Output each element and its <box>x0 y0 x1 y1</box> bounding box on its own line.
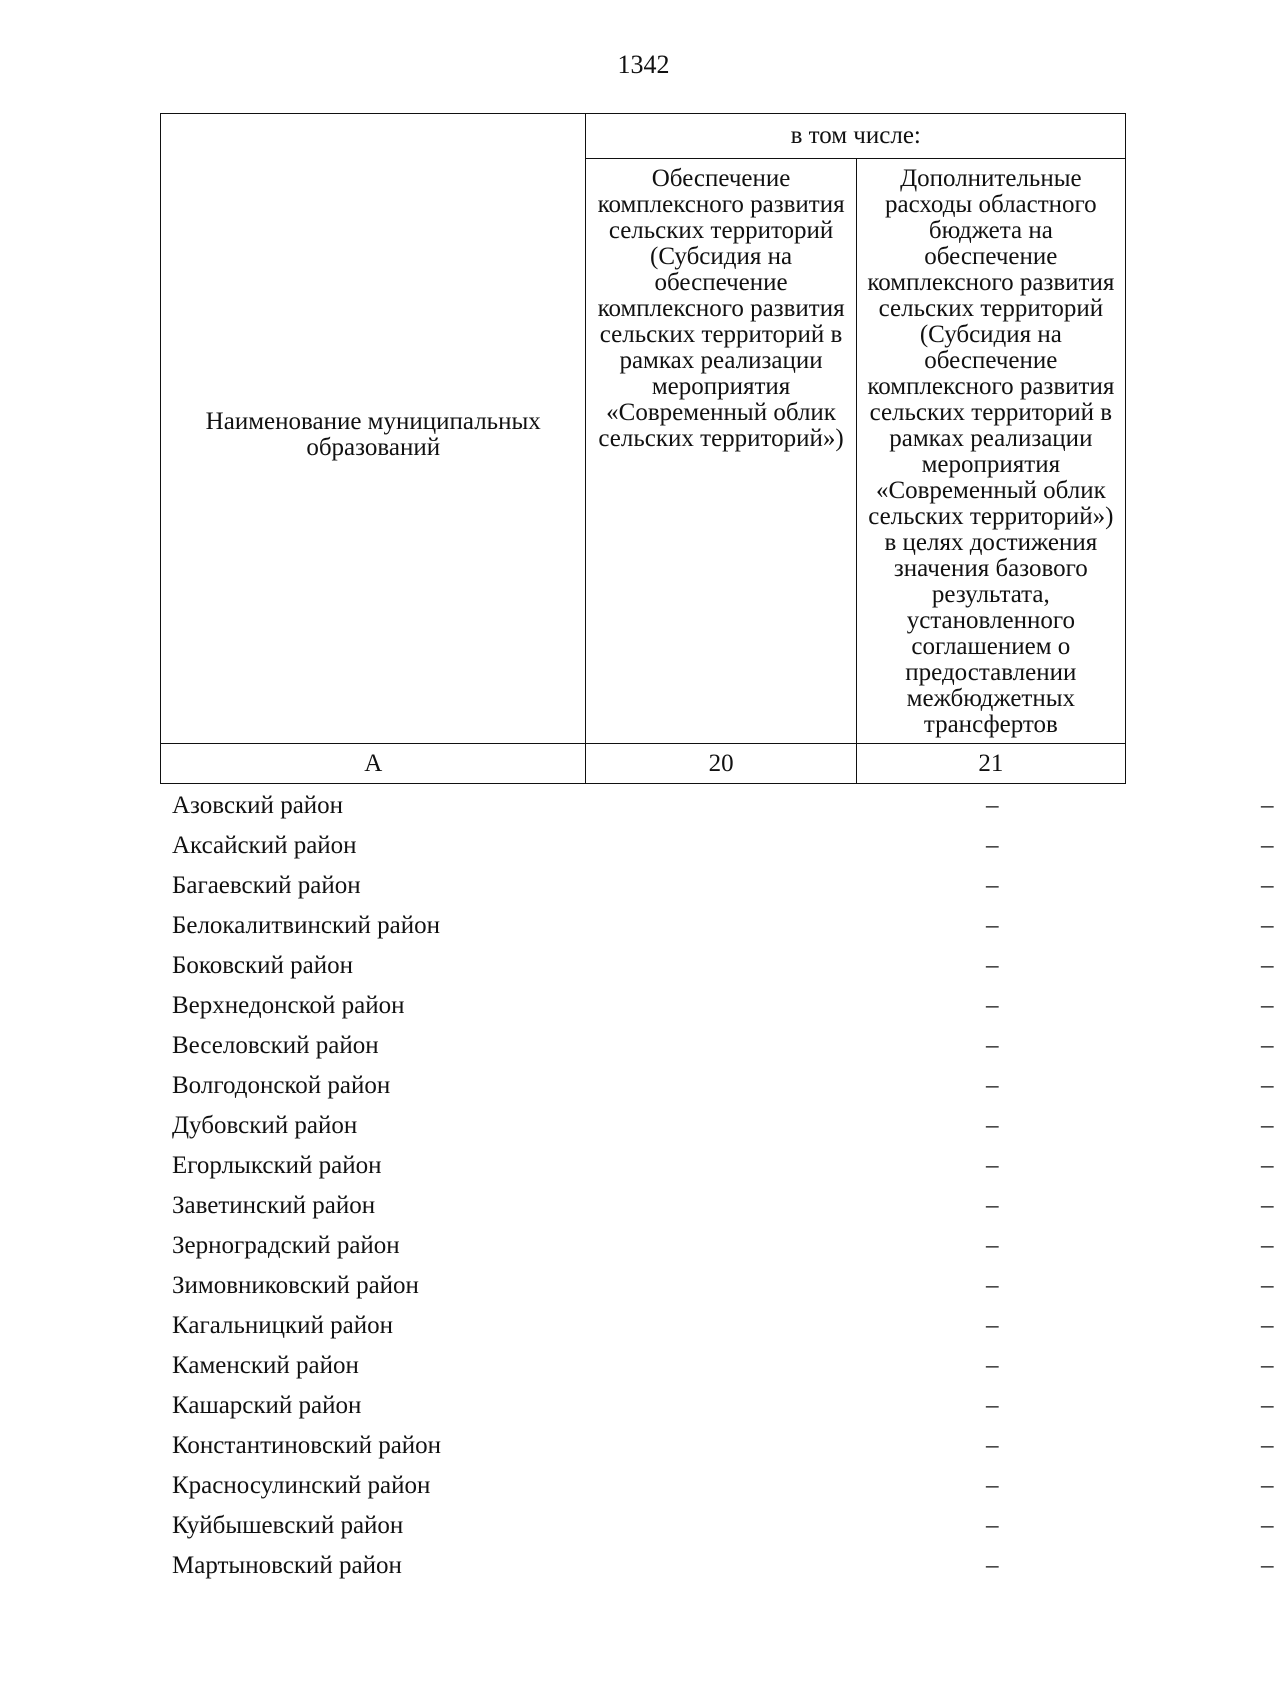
table-row <box>160 786 1274 826</box>
header-col-a-number: А <box>161 744 586 784</box>
municipality-name: Егорлыкский район <box>172 1152 382 1179</box>
header-col21-description: Дополнительные расходы областного бюджета на обеспечение комплексного развития сельских территорий (Субсидия на обеспечение комплексного развития сельских территорий в рамках реализации мероприятия «Современный облик сельских территорий») в целях достижения значения базового результата, установленного соглашением о предоставлении межбюджетных трансфертов <box>856 159 1125 744</box>
value-col20: – <box>986 992 999 1019</box>
header-group-label: в том числе: <box>586 114 1126 159</box>
table-row <box>160 986 1274 1026</box>
value-col20: – <box>986 1272 999 1299</box>
value-col21: – <box>1261 1432 1274 1459</box>
value-col20: – <box>986 1152 999 1179</box>
value-col20: – <box>986 1072 999 1099</box>
municipality-name: Веселовский район <box>172 1032 379 1059</box>
value-col20: – <box>986 1352 999 1379</box>
value-col20: – <box>986 1112 999 1139</box>
table-body <box>160 786 1274 1586</box>
header-municipality-label: Наименование муниципальных образований <box>205 407 541 461</box>
value-col21: – <box>1261 1112 1274 1139</box>
municipality-name: Багаевский район <box>172 872 361 899</box>
table-row <box>160 1026 1274 1066</box>
value-col21: – <box>1261 1232 1274 1259</box>
table-row <box>160 1306 1274 1346</box>
municipality-name: Кагальницкий район <box>172 1312 394 1339</box>
value-col20: – <box>986 1032 999 1059</box>
value-col20: – <box>986 1232 999 1259</box>
value-col21: – <box>1261 1392 1274 1419</box>
value-col21: – <box>1261 1272 1274 1299</box>
value-col21: – <box>1261 1072 1274 1099</box>
header-col21-number: 21 <box>856 744 1125 784</box>
table-row <box>160 1346 1274 1386</box>
value-col20: – <box>986 832 999 859</box>
page-number: 1342 <box>617 50 670 79</box>
table-row <box>160 946 1274 986</box>
municipality-name: Кашарский район <box>172 1392 362 1419</box>
value-col20: – <box>986 1432 999 1459</box>
header-col20-number: 20 <box>586 744 856 784</box>
value-col20: – <box>986 1312 999 1339</box>
header-col20-description: Обеспечение комплексного развития сельских территорий (Субсидия на обеспечение комплексного развития сельских территорий в рамках реализации мероприятия «Современный облик сельских территорий») <box>586 159 856 744</box>
value-col20: – <box>986 1512 999 1539</box>
value-col20: – <box>986 912 999 939</box>
municipality-name: Боковский район <box>172 952 353 979</box>
table-row <box>160 1106 1274 1146</box>
value-col20: – <box>986 792 999 819</box>
table-row <box>160 866 1274 906</box>
municipality-name: Азовский район <box>172 792 344 819</box>
table-row <box>160 1186 1274 1226</box>
municipality-name: Аксайский район <box>172 832 357 859</box>
municipality-name: Красносулинский район <box>172 1472 431 1499</box>
municipality-name: Зерноградский район <box>172 1232 400 1259</box>
table-row <box>160 906 1274 946</box>
value-col21: – <box>1261 832 1274 859</box>
value-col21: – <box>1261 1352 1274 1379</box>
value-col21: – <box>1261 1552 1274 1579</box>
value-col21: – <box>1261 1152 1274 1179</box>
value-col20: – <box>986 872 999 899</box>
municipality-name: Белокалитвинский район <box>172 912 440 939</box>
municipality-name: Зимовниковский район <box>172 1272 419 1299</box>
value-col20: – <box>986 1192 999 1219</box>
value-col21: – <box>1261 872 1274 899</box>
table-row <box>160 1426 1274 1466</box>
value-col20: – <box>986 1552 999 1579</box>
value-col21: – <box>1261 1472 1274 1499</box>
table-row <box>160 1466 1274 1506</box>
value-col21: – <box>1261 1512 1274 1539</box>
table-header <box>160 113 1126 784</box>
municipality-name: Дубовский район <box>172 1112 358 1139</box>
table-row <box>160 1506 1274 1546</box>
value-col21: – <box>1261 1032 1274 1059</box>
municipality-name: Заветинский район <box>172 1192 376 1219</box>
value-col21: – <box>1261 992 1274 1019</box>
value-col21: – <box>1261 792 1274 819</box>
table-row <box>160 826 1274 866</box>
table-row <box>160 1266 1274 1306</box>
value-col21: – <box>1261 912 1274 939</box>
header-municipality-name <box>161 114 586 744</box>
municipality-name: Константиновский район <box>172 1432 442 1459</box>
table-row <box>160 1066 1274 1106</box>
value-col21: – <box>1261 952 1274 979</box>
value-col20: – <box>986 1472 999 1499</box>
value-col20: – <box>986 952 999 979</box>
municipality-name: Куйбышевский район <box>172 1512 404 1539</box>
municipality-name: Верхнедонской район <box>172 992 405 1019</box>
municipality-name: Волгодонской район <box>172 1072 391 1099</box>
value-col21: – <box>1261 1312 1274 1339</box>
table-row <box>160 1226 1274 1266</box>
value-col20: – <box>986 1392 999 1419</box>
table-row <box>160 1146 1274 1186</box>
municipality-name: Мартыновский район <box>172 1552 402 1579</box>
table-row <box>160 1546 1274 1586</box>
table-row <box>160 1386 1274 1426</box>
municipality-name: Каменский район <box>172 1352 359 1379</box>
value-col21: – <box>1261 1192 1274 1219</box>
